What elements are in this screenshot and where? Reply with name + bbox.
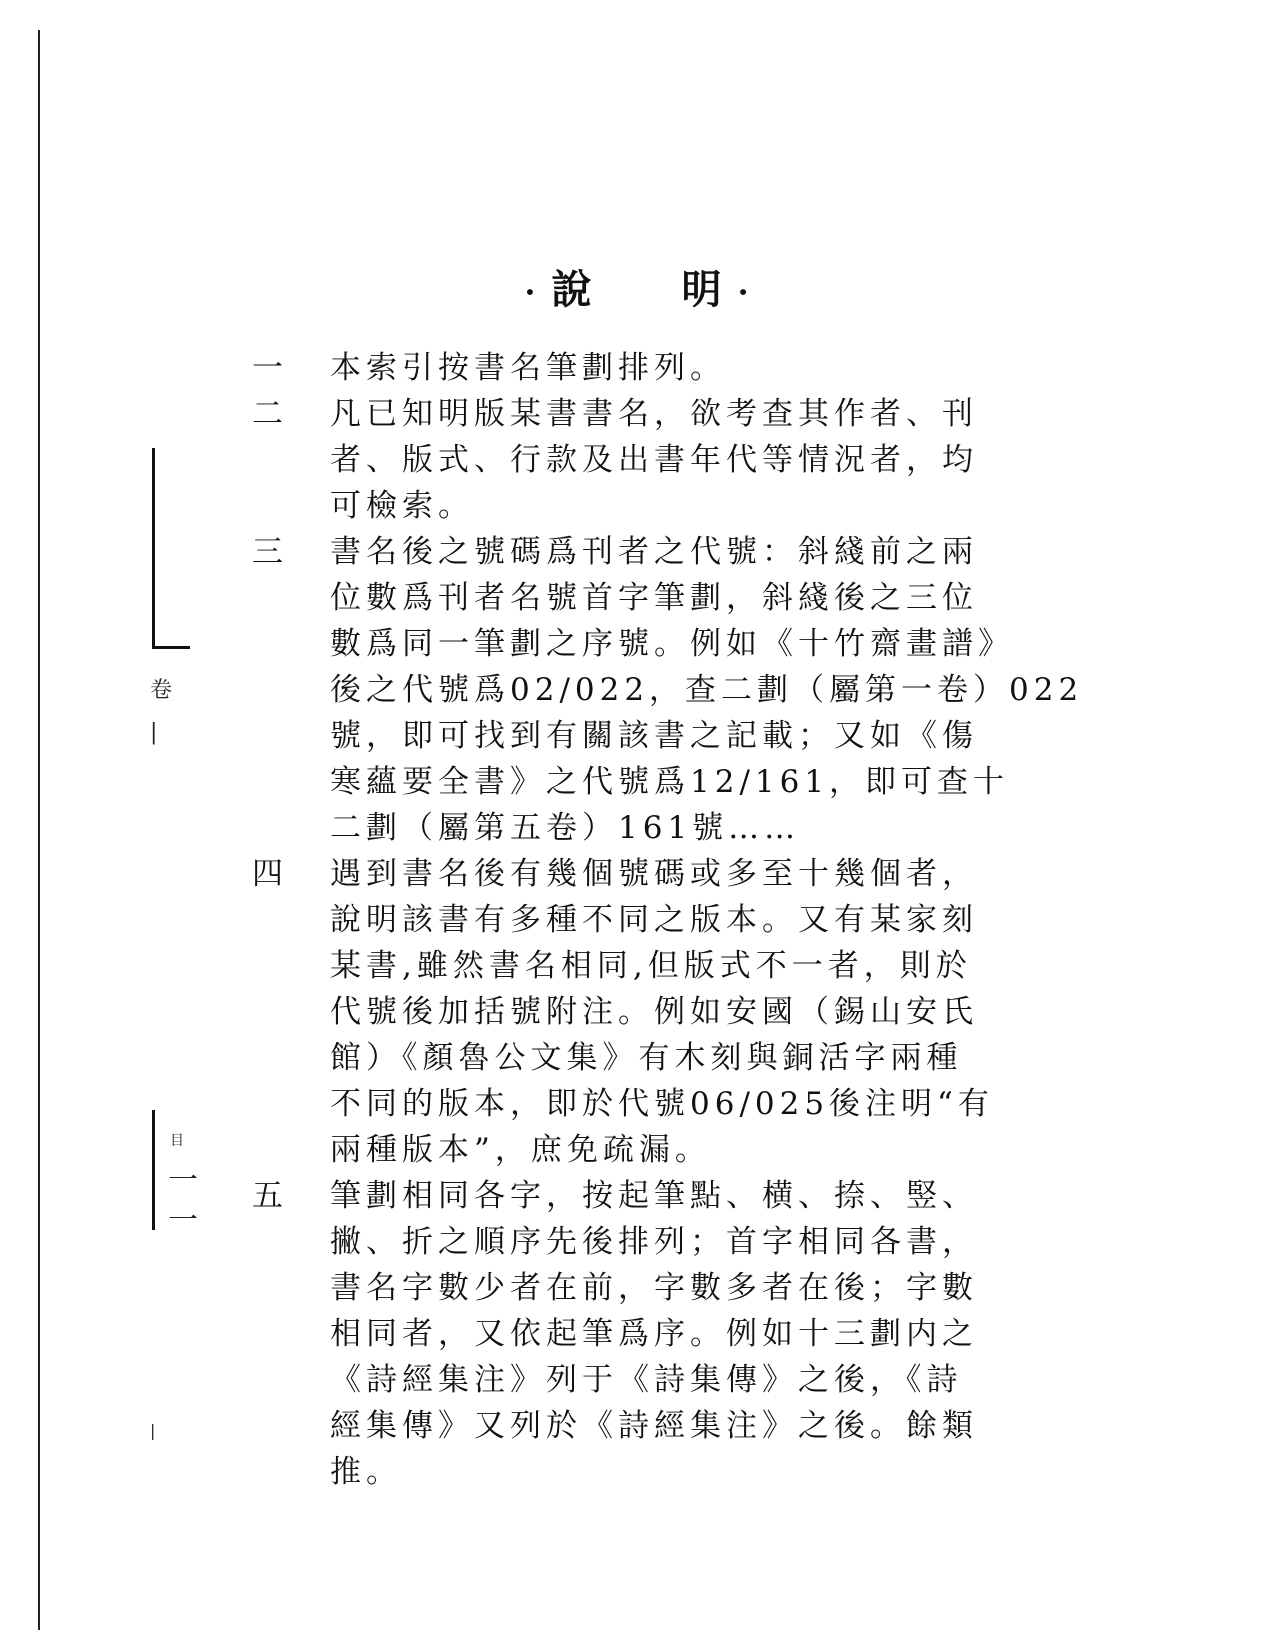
text-line: 不同的版本，即於代號06/025後注明“有 [330,1086,994,1122]
text-line: 代號後加括號附注。例如安國（錫山安氏 [330,994,978,1030]
title-dot-left: · [524,273,538,311]
text-line: 位數爲刊者名號首字筆劃，斜綫後之三位 [330,580,978,616]
list-item [252,851,1032,1173]
text-line: 號，即可找到有關該書之記載；又如《傷 [330,718,978,754]
item-text [330,529,1083,851]
page-title [0,258,1275,315]
instructions-list [252,345,1084,1495]
text-line: 說明該書有多種不同之版本。又有某家刻 [330,902,978,938]
list-item [252,391,1032,529]
margin-mark-yi-2: 一 [168,1203,198,1238]
text-line: 經集傳》又列於《詩經集注》之後。餘類 [330,1408,978,1444]
item-number: 五 [252,1178,283,1214]
item-number: 三 [252,534,283,570]
item-text [330,391,1032,529]
text-line: 凡已知明版某書書名，欲考查其作者、刊 [330,396,978,432]
margin-bracket-top [152,448,155,648]
margin-mark-bar: | [150,720,158,745]
margin-bracket-foot [152,646,190,649]
list-item [252,345,1032,391]
item-text [330,851,1032,1173]
item-number: 四 [252,856,283,892]
text-line: 撇、折之順序先後排列；首字相同各書， [330,1224,978,1260]
text-line: 後之代號爲02/022，查二劃（屬第一卷）022 [330,672,1084,708]
title-char-1: 說 [551,266,594,313]
text-line: 者、版式、行款及出書年代等情況者，均 [330,442,978,478]
text-line: 相同者，又依起筆爲序。例如十三劃内之 [330,1316,978,1352]
text-line: 書名字數少者在前，字數多者在後；字數 [330,1270,978,1306]
margin-mark-mu: 目 [170,1133,184,1149]
item-number: 二 [252,396,283,432]
title-dot-right: · [737,273,751,311]
text-line: 書名後之號碼爲刊者之代號：斜綫前之兩 [330,534,978,570]
text-line: 本索引按書名筆劃排列。 [330,350,726,386]
text-line: 某書,雖然書名相同,但版式不一者，則於 [330,948,972,984]
text-line: 《詩經集注》列于《詩集傳》之後，《詩 [330,1362,963,1398]
margin-mark-bar-2: | [150,1421,156,1440]
text-line: 數爲同一筆劃之序號。例如《十竹齋畫譜》 [330,626,1014,662]
item-number: 一 [252,350,283,386]
item-text [330,345,1032,391]
item-text [330,1173,1032,1495]
text-line: 遇到書名後有幾個號碼或多至十幾個者， [330,856,978,892]
title-char-2: 明 [681,266,724,313]
list-item [252,529,1084,851]
text-line: 可檢索。 [330,488,474,524]
list-item [252,1173,1032,1495]
margin-mark-juan: 卷 [150,678,173,703]
margin-bracket-bottom [152,1110,155,1230]
text-line: 館）《顏魯公文集》有木刻與銅活字兩種 [330,1040,963,1076]
text-line: 寒蘊要全書》之代號爲12/161，即可查十 [330,764,1010,800]
text-line: 二劃（屬第五卷）161號…… [330,810,801,846]
margin-mark-yi-1: 一 [168,1163,198,1198]
text-line: 推。 [330,1454,402,1490]
text-line: 兩種版本”，庶免疏漏。 [330,1132,711,1168]
text-line: 筆劃相同各字，按起筆點、横、捺、竪、 [330,1178,978,1214]
